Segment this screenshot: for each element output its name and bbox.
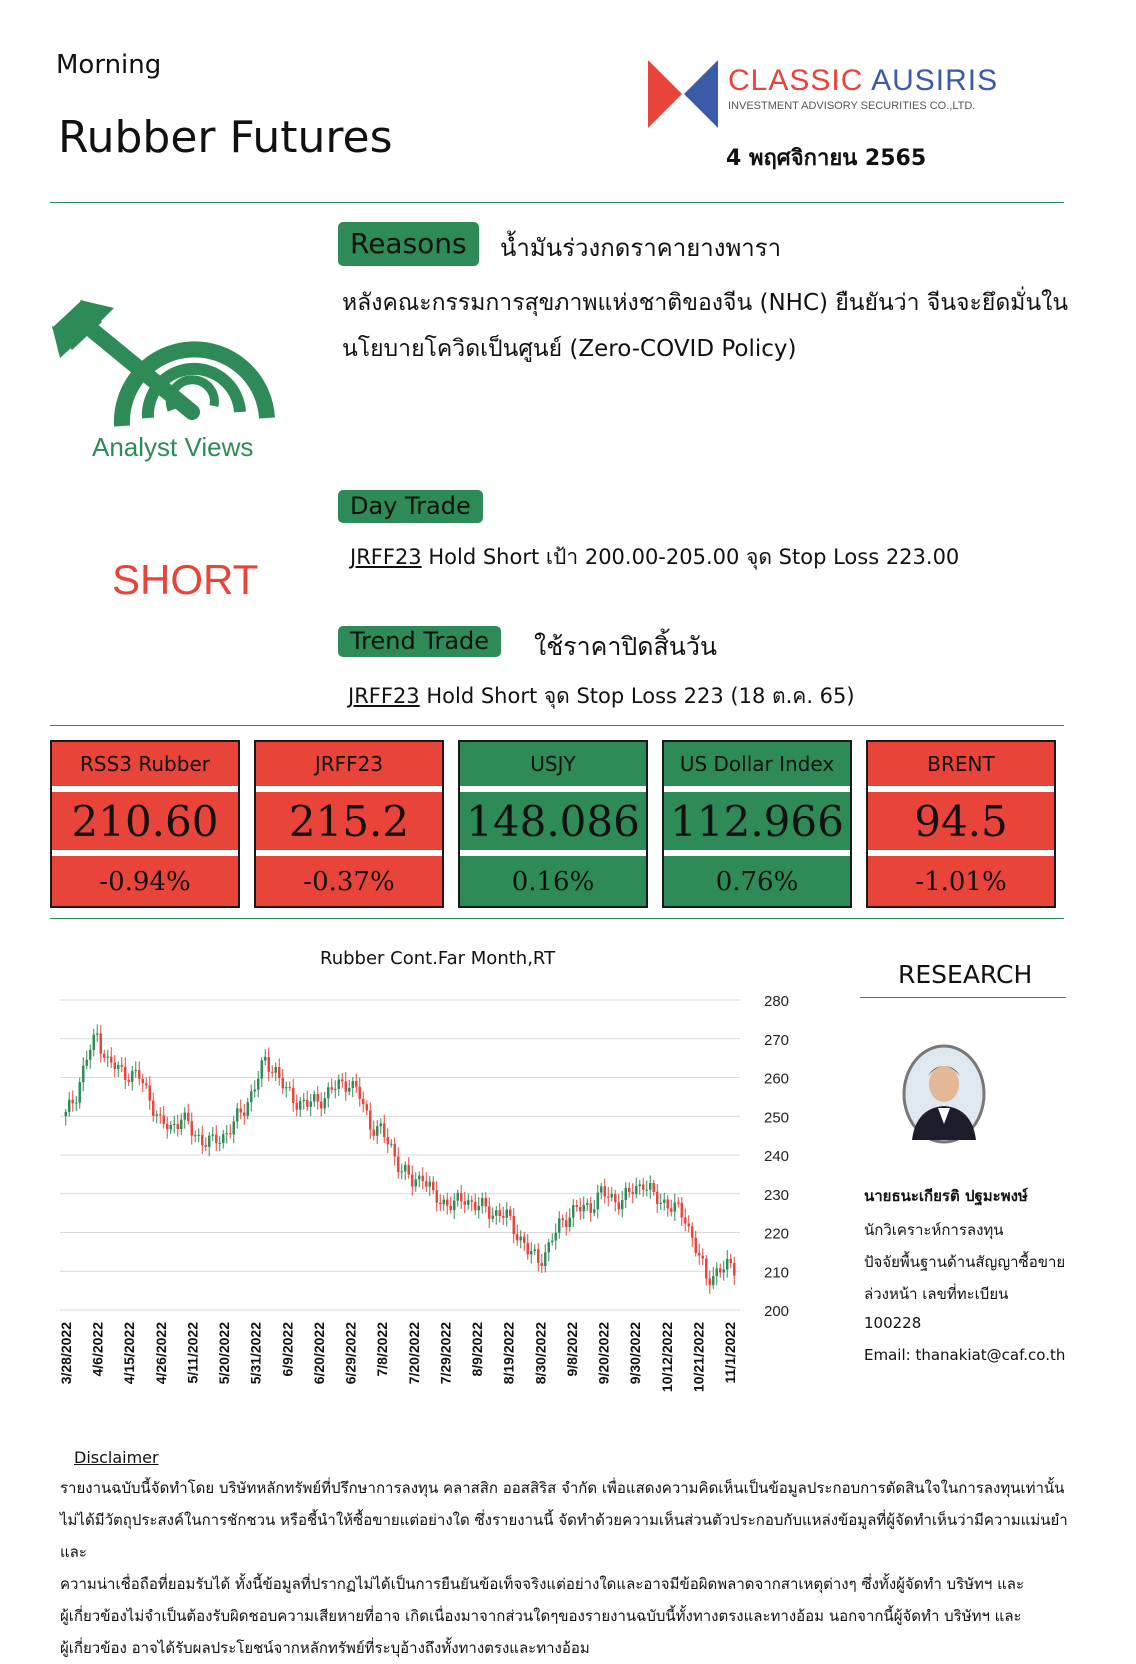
- candle-body: [131, 1071, 133, 1082]
- candle-body: [362, 1099, 364, 1104]
- x-tick-label: 4/26/2022: [152, 1322, 169, 1385]
- candle-body: [121, 1065, 123, 1067]
- candle-body: [509, 1210, 511, 1216]
- candle-body: [383, 1123, 385, 1137]
- candle-body: [82, 1066, 84, 1082]
- reasons-line: นโยบายโควิดเป็นศูนย์ (Zero-COVID Policy): [342, 336, 797, 362]
- candle-body: [348, 1088, 350, 1092]
- candle-body: [331, 1087, 333, 1089]
- candle-body: [590, 1203, 592, 1212]
- candle-body: [208, 1136, 210, 1147]
- x-tick-label: 6/29/2022: [342, 1322, 359, 1385]
- candle-body: [691, 1226, 693, 1237]
- candle-body: [513, 1216, 515, 1234]
- candle-body: [464, 1201, 466, 1204]
- candle-body: [548, 1242, 550, 1252]
- y-tick-label: 240: [764, 1148, 790, 1165]
- candle-body: [632, 1192, 634, 1194]
- candle-body: [173, 1124, 175, 1125]
- candle-body: [716, 1268, 718, 1276]
- candle-body: [607, 1196, 609, 1197]
- candle-body: [460, 1193, 462, 1201]
- candle-body: [180, 1120, 182, 1129]
- candle-body: [75, 1103, 77, 1104]
- contract-code: JRFF23: [348, 684, 420, 708]
- candle-body: [569, 1218, 571, 1227]
- candle-body: [124, 1067, 126, 1080]
- x-tick-label: 10/12/2022: [658, 1322, 675, 1393]
- quote-name: BRENT: [868, 742, 1054, 786]
- candle-body: [212, 1134, 214, 1135]
- candle-body: [534, 1249, 536, 1251]
- candle-body: [320, 1102, 322, 1109]
- x-tick-label: 8/30/2022: [532, 1322, 549, 1385]
- y-tick-label: 260: [764, 1070, 790, 1088]
- candle-body: [243, 1113, 245, 1116]
- company-name: CLASSIC AUSIRIS: [728, 64, 999, 97]
- y-tick-label: 270: [764, 1031, 790, 1049]
- candle-body: [163, 1115, 165, 1124]
- candle-body: [579, 1207, 581, 1211]
- candle-body: [296, 1103, 298, 1110]
- candle-body: [327, 1087, 329, 1098]
- candle-body: [201, 1135, 203, 1145]
- candle-body: [142, 1079, 144, 1083]
- divider: [50, 918, 1064, 919]
- candle-body: [387, 1137, 389, 1144]
- quote-name: RSS3 Rubber: [52, 742, 238, 786]
- candle-body: [355, 1081, 357, 1087]
- candle-body: [282, 1078, 284, 1088]
- candle-body: [621, 1200, 623, 1209]
- candle-body: [191, 1121, 193, 1135]
- candle-body: [79, 1082, 81, 1102]
- candle-body: [152, 1101, 154, 1116]
- candle-body: [576, 1205, 578, 1207]
- candle-body: [719, 1268, 721, 1272]
- candle-body: [289, 1087, 291, 1088]
- candle-body: [184, 1113, 186, 1120]
- candle-body: [268, 1057, 270, 1072]
- candle-body: [247, 1102, 249, 1116]
- candle-body: [474, 1202, 476, 1210]
- disclaimer-line: ผู้เกี่ยวข้อง อาจได้รับผลประโยชน์จากหลักทรัพย์ที่ระบุอ้างถึงทั้งทางตรงและทางอ้อม: [60, 1639, 590, 1657]
- candle-body: [635, 1186, 637, 1194]
- candle-body: [89, 1050, 91, 1060]
- quote-change: -1.01%: [868, 856, 1054, 906]
- quote-change: 0.76%: [664, 856, 850, 906]
- quote-box-jrff23: [254, 740, 444, 908]
- candle-body: [506, 1210, 508, 1218]
- x-tick-label: 11/1/2022: [722, 1322, 738, 1384]
- candle-body: [481, 1198, 483, 1206]
- candle-body: [656, 1192, 658, 1204]
- candle-body: [135, 1070, 137, 1071]
- reasons-line: หลังคณะกรรมการสุขภาพแห่งชาติของจีน (NHC) ยืนยันว่า จีนจะยึดมั่นใน: [342, 290, 1069, 316]
- x-tick-label: 7/20/2022: [405, 1322, 422, 1385]
- candle-body: [93, 1035, 95, 1050]
- candle-body: [562, 1218, 564, 1220]
- chart-title: Rubber Cont.Far Month,RT: [320, 948, 556, 969]
- page-title: Rubber Futures: [58, 112, 393, 163]
- candle-body: [306, 1100, 308, 1107]
- candle-body: [639, 1185, 641, 1187]
- candle-body: [527, 1243, 529, 1254]
- candle-body: [688, 1224, 690, 1227]
- candle-body: [723, 1269, 725, 1272]
- candle-body: [702, 1256, 704, 1259]
- signal-label: SHORT: [112, 556, 259, 603]
- candle-body: [733, 1263, 735, 1276]
- candle-body: [408, 1165, 410, 1175]
- quote-value: 94.5: [868, 792, 1054, 850]
- candle-body: [313, 1094, 315, 1101]
- candle-body: [215, 1134, 217, 1143]
- candle-body: [236, 1108, 238, 1121]
- candle-body: [677, 1203, 679, 1204]
- candle-body: [341, 1079, 343, 1081]
- x-tick-label: 4/6/2022: [89, 1322, 106, 1377]
- candle-body: [709, 1279, 711, 1286]
- candle-body: [520, 1237, 522, 1241]
- candle-body: [618, 1202, 620, 1209]
- quote-change: -0.37%: [256, 856, 442, 906]
- analyst-name: นายธนะเกียรติ ปฐมะพงษ์: [864, 1187, 1028, 1205]
- candle-body: [334, 1089, 336, 1090]
- x-tick-label: 7/8/2022: [374, 1322, 391, 1377]
- candle-body: [726, 1259, 728, 1270]
- candle-body: [390, 1144, 392, 1145]
- candle-body: [597, 1193, 599, 1210]
- x-tick-label: 9/8/2022: [563, 1322, 580, 1377]
- candle-body: [166, 1124, 168, 1129]
- candle-body: [502, 1216, 504, 1218]
- candle-body: [429, 1182, 431, 1187]
- candle-body: [642, 1185, 644, 1190]
- candle-body: [625, 1188, 627, 1200]
- candle-body: [485, 1198, 487, 1206]
- candle-body: [110, 1057, 112, 1063]
- analyst-info: ล่วงหน้า เลขที่ทะเบียน: [864, 1285, 1009, 1303]
- report-date: 4 พฤศจิกายน 2565: [726, 146, 927, 171]
- x-tick-label: 5/31/2022: [247, 1322, 264, 1385]
- trend-trade-tag: Trend Trade: [338, 626, 501, 657]
- candle-body: [278, 1067, 280, 1078]
- x-tick-label: 8/19/2022: [500, 1322, 517, 1385]
- quote-box-rss3: [50, 740, 240, 908]
- candle-body: [660, 1203, 662, 1204]
- candle-body: [436, 1190, 438, 1203]
- candle-body: [373, 1130, 375, 1136]
- candle-body: [310, 1101, 312, 1106]
- candle-body: [366, 1104, 368, 1111]
- candle-body: [226, 1133, 228, 1134]
- candle-body: [432, 1182, 434, 1190]
- candle-body: [117, 1065, 119, 1069]
- analyst-info: ปัจจัยพื้นฐานด้านสัญญาซื้อขาย: [864, 1253, 1066, 1271]
- quote-change: -0.94%: [52, 856, 238, 906]
- candle-body: [516, 1234, 518, 1240]
- y-tick-label: 210: [764, 1264, 790, 1282]
- x-tick-label: 6/20/2022: [310, 1322, 327, 1385]
- candle-body: [156, 1114, 158, 1116]
- x-tick-label: 9/20/2022: [595, 1322, 612, 1385]
- candle-body: [138, 1070, 140, 1079]
- candle-body: [257, 1079, 259, 1090]
- candle-body: [100, 1033, 102, 1053]
- candle-body: [359, 1087, 361, 1099]
- candle-body: [338, 1079, 340, 1089]
- candle-body: [114, 1062, 116, 1068]
- candle-body: [222, 1134, 224, 1143]
- candle-body: [684, 1218, 686, 1224]
- candle-body: [663, 1200, 665, 1203]
- candle-body: [401, 1171, 403, 1172]
- candle-body: [145, 1083, 147, 1085]
- candle-body: [422, 1176, 424, 1182]
- candle-body: [537, 1249, 539, 1262]
- candle-body: [649, 1183, 651, 1190]
- candle-body: [250, 1091, 252, 1102]
- candle-body: [443, 1200, 445, 1204]
- candle-body: [233, 1121, 235, 1134]
- analyst-avatar: [902, 1044, 986, 1144]
- candle-body: [604, 1186, 606, 1196]
- quote-name: USJY: [460, 742, 646, 786]
- disclaimer-line: รายงานฉบับนี้จัดทำโดย บริษัทหลักทรัพย์ที่ปรึกษาการลงทุน คลาสสิก ออสสิริส จำกัด เพื่อแสดงความคิดเห็นเป็นข้อมูลประกอบการตัดสินใจในการลงทุนเท่านั้น: [60, 1479, 1065, 1497]
- candle-body: [205, 1145, 207, 1147]
- quote-value: 215.2: [256, 792, 442, 850]
- candle-body: [411, 1175, 413, 1187]
- candle-body: [425, 1181, 427, 1186]
- y-tick-label: 230: [764, 1186, 790, 1204]
- candle-body: [254, 1090, 256, 1092]
- quote-change: 0.16%: [460, 856, 646, 906]
- disclaimer-line: ผู้เกี่ยวข้องไม่จำเป็นต้องรับผิดชอบความเสียหายที่อาจ เกิดเนื่องมาจากส่วนใดๆของรายงานฉบับนี้ทั้งทางตรงและทางอ้อม นอกจากนี้ผู้จัดทำ บริษัทฯ และ: [60, 1607, 1022, 1625]
- candle-body: [394, 1144, 396, 1157]
- candle-body: [523, 1237, 525, 1243]
- candle-body: [530, 1251, 532, 1254]
- candle-body: [285, 1087, 287, 1088]
- reasons-body: [342, 280, 1102, 372]
- candle-body: [614, 1194, 616, 1202]
- candle-body: [730, 1259, 732, 1263]
- candle-body: [712, 1276, 714, 1285]
- candle-body: [488, 1206, 490, 1218]
- candle-body: [96, 1033, 98, 1034]
- divider: [50, 725, 1064, 726]
- candle-body: [551, 1241, 553, 1243]
- analyst-views-target-icon: [52, 300, 287, 490]
- candle-body: [229, 1133, 231, 1134]
- report-period-label: Morning: [56, 50, 162, 80]
- x-tick-label: 5/11/2022: [184, 1322, 201, 1384]
- candle-body: [397, 1157, 399, 1172]
- candle-body: [240, 1108, 242, 1112]
- candle-body: [194, 1135, 196, 1136]
- candle-body: [149, 1085, 151, 1100]
- candle-body: [555, 1233, 557, 1241]
- candle-body: [439, 1203, 441, 1204]
- candle-body: [457, 1193, 459, 1201]
- candle-body: [369, 1111, 371, 1130]
- candle-body: [471, 1200, 473, 1202]
- candle-body: [681, 1203, 683, 1218]
- x-tick-label: 4/15/2022: [121, 1322, 138, 1385]
- candle-body: [72, 1100, 74, 1104]
- candle-body: [446, 1200, 448, 1206]
- analyst-info: นักวิเคราะห์การลงทุน: [864, 1221, 1004, 1239]
- quote-box-dxy: [662, 740, 852, 908]
- quote-value: 112.966: [664, 792, 850, 850]
- candle-body: [541, 1263, 543, 1266]
- candle-body: [219, 1143, 221, 1144]
- analyst-email: Email: thanakiat@caf.co.th: [864, 1346, 1066, 1364]
- quote-name: US Dollar Index: [664, 742, 850, 786]
- candle-body: [86, 1060, 88, 1066]
- candle-body: [478, 1206, 480, 1210]
- candle-body: [467, 1200, 469, 1204]
- candle-body: [586, 1203, 588, 1205]
- candle-body: [572, 1205, 574, 1217]
- y-tick-label: 200: [764, 1303, 790, 1320]
- candle-body: [593, 1209, 595, 1212]
- disclaimer-body: [60, 1472, 1080, 1664]
- candle-body: [177, 1124, 179, 1129]
- candle-body: [600, 1186, 602, 1192]
- divider: [50, 202, 1064, 203]
- candle-body: [667, 1200, 669, 1209]
- candle-body: [187, 1113, 189, 1122]
- candle-body: [415, 1179, 417, 1186]
- analyst-info: 100228: [864, 1314, 922, 1332]
- candle-body: [317, 1094, 319, 1102]
- x-tick-label: 6/9/2022: [279, 1322, 296, 1377]
- trend-trade-note: ใช้ราคาปิดสิ้นวัน: [534, 632, 717, 661]
- candle-body: [159, 1114, 161, 1115]
- candle-body: [450, 1206, 452, 1210]
- candle-body: [303, 1100, 305, 1101]
- candle-body: [495, 1210, 497, 1216]
- disclaimer-title: Disclaimer: [74, 1448, 159, 1467]
- candle-body: [264, 1057, 266, 1061]
- research-heading: RESEARCH: [898, 960, 1033, 989]
- candle-body: [128, 1080, 130, 1082]
- candle-body: [698, 1253, 700, 1256]
- candle-body: [565, 1220, 567, 1227]
- disclaimer-line: ความน่าเชื่อถือที่ยอมรับได้ ทั้งนี้ข้อมูลที่ปรากฏไม่ได้เป็นการยืนยันข้อเท็จจริงแต่อย่างใดและอาจมีข้อผิดพลาดจากสาเหตุต่างๆ ซึ่งทั้งผู้จัดทำ บริษัทฯ และ: [60, 1575, 1025, 1593]
- candle-body: [583, 1205, 585, 1211]
- analyst-views-label: Analyst Views: [92, 432, 254, 462]
- candle-body: [628, 1188, 630, 1192]
- divider: [860, 997, 1066, 998]
- day-trade-recommendation: JRFF23 Hold Short เป้า 200.00-205.00 จุด Stop Loss 223.00: [350, 545, 960, 569]
- candle-body: [646, 1190, 648, 1191]
- candle-body: [418, 1176, 420, 1180]
- candle-body: [674, 1203, 676, 1212]
- x-tick-label: 10/21/2022: [690, 1322, 707, 1393]
- candle-body: [492, 1216, 494, 1219]
- quote-value: 148.086: [460, 792, 646, 850]
- reasons-tag: Reasons: [338, 222, 479, 266]
- y-tick-label: 220: [764, 1225, 790, 1243]
- candle-body: [275, 1067, 277, 1073]
- company-subtitle: INVESTMENT ADVISORY SECURITIES CO.,LTD.: [728, 100, 976, 112]
- candle-body: [107, 1057, 109, 1058]
- candle-body: [261, 1060, 263, 1078]
- candle-body: [324, 1098, 326, 1108]
- price-chart: [50, 940, 840, 1425]
- reasons-headline: น้ำมันร่วงกดราคายางพารา: [500, 234, 782, 262]
- candle-body: [380, 1123, 382, 1126]
- candle-body: [611, 1194, 613, 1197]
- y-tick-label: 250: [764, 1109, 790, 1127]
- candle-body: [404, 1165, 406, 1172]
- candle-body: [376, 1126, 378, 1136]
- candle-body: [453, 1201, 455, 1210]
- candle-body: [670, 1208, 672, 1211]
- y-tick-label: 280: [764, 993, 790, 1010]
- candle-body: [352, 1081, 354, 1088]
- candle-body: [345, 1081, 347, 1091]
- candle-body: [170, 1125, 172, 1129]
- candle-body: [198, 1135, 200, 1136]
- quote-box-usjy: [458, 740, 648, 908]
- candle-body: [544, 1252, 546, 1266]
- day-trade-tag: Day Trade: [338, 490, 483, 523]
- candle-body: [271, 1072, 273, 1073]
- candle-body: [695, 1238, 697, 1253]
- candle-body: [558, 1218, 560, 1232]
- x-tick-label: 3/28/2022: [58, 1322, 74, 1385]
- candle-body: [65, 1112, 67, 1116]
- candle-body: [499, 1210, 501, 1216]
- quote-box-brent: [866, 740, 1056, 908]
- x-tick-label: 7/29/2022: [437, 1322, 454, 1385]
- candle-body: [299, 1101, 301, 1110]
- candle-body: [653, 1183, 655, 1192]
- x-tick-label: 9/30/2022: [627, 1322, 644, 1385]
- candle-body: [292, 1088, 294, 1103]
- candle-body: [103, 1054, 105, 1058]
- x-tick-label: 5/20/2022: [216, 1322, 233, 1385]
- trend-trade-recommendation: JRFF23 Hold Short จุด Stop Loss 223 (18 ต.ค. 65): [348, 684, 855, 708]
- candle-body: [68, 1100, 70, 1112]
- disclaimer-line: ไม่ได้มีวัตถุประสงค์ในการชักชวน หรือชี้นำให้ซื้อขายแต่อย่างใด ซึ่งรายงานนี้ จัดทำด้วยความเห็นส่วนตัวประกอบกับแหล่งข้อมูลที่ผู้จัดทำเห็นว่ามีความแม่นยำและ: [60, 1511, 1068, 1561]
- quote-value: 210.60: [52, 792, 238, 850]
- x-tick-label: 8/9/2022: [469, 1322, 486, 1377]
- quote-name: JRFF23: [256, 742, 442, 786]
- candle-body: [705, 1259, 707, 1279]
- contract-code: JRFF23: [350, 545, 422, 569]
